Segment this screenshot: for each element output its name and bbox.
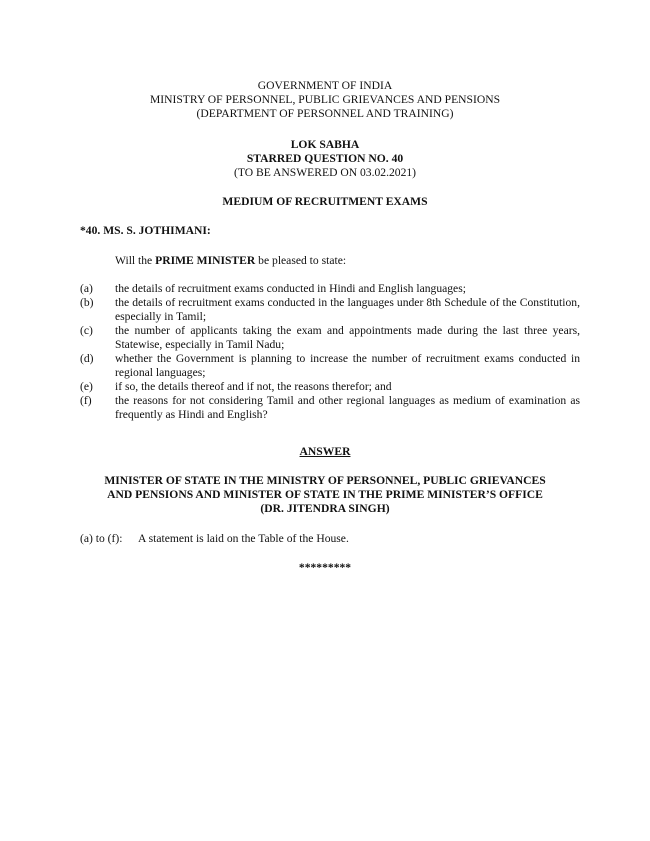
answer-date: (TO BE ANSWERED ON 03.02.2021): [233, 166, 417, 179]
question-text: if so, the details thereof and if not, the reasons therefor; and: [115, 380, 392, 393]
question-label: (a): [80, 282, 93, 295]
question-label: (b): [80, 296, 94, 309]
minister-line-1: MINISTER OF STATE IN THE MINISTRY OF PERSONNEL, PUBLIC GRIEVANCES: [104, 474, 546, 487]
end-marker: *********: [298, 561, 352, 574]
question-intro: [115, 254, 346, 268]
question-label: (e): [80, 380, 93, 393]
question-text: the details of recruitment exams conducted in the languages under 8th Schedule of the Constitution, especially in Tamil;: [115, 296, 580, 323]
asker-name: *40. MS. S. JOTHIMANI:: [80, 224, 211, 237]
minister-line-2: AND PENSIONS AND MINISTER OF STATE IN THE PRIME MINISTER’S OFFICE: [107, 488, 543, 501]
house-name: LOK SABHA: [290, 138, 360, 151]
intro-addressee: PRIME MINISTER: [155, 254, 256, 267]
intro-suffix: be pleased to state:: [255, 254, 347, 267]
intro-prefix: Will the: [115, 254, 156, 267]
question-label: (f): [80, 394, 92, 407]
subject-title: MEDIUM OF RECRUITMENT EXAMS: [222, 195, 428, 208]
header-ministry: MINISTRY OF PERSONNEL, PUBLIC GRIEVANCES AND PENSIONS: [149, 93, 501, 106]
minister-name: (DR. JITENDRA SINGH): [260, 502, 390, 515]
question-label: (c): [80, 324, 93, 337]
answer-heading: ANSWER: [299, 445, 351, 458]
question-label: (d): [80, 352, 94, 365]
header-government: GOVERNMENT OF INDIA: [257, 79, 393, 92]
question-number: STARRED QUESTION NO. 40: [246, 152, 404, 165]
question-text: the details of recruitment exams conducted in Hindi and English languages;: [115, 282, 466, 295]
question-text: the number of applicants taking the exam and appointments made during the last three years, Statewise, especially in Tamil Nadu;: [115, 324, 580, 351]
header-department: (DEPARTMENT OF PERSONNEL AND TRAINING): [196, 107, 454, 120]
question-text: whether the Government is planning to increase the number of recruitment exams conducted in regional languages;: [115, 352, 580, 379]
question-text: the reasons for not considering Tamil and other regional languages as medium of examination as frequently as Hindi and English?: [115, 394, 580, 421]
reply-label: (a) to (f):: [80, 532, 123, 545]
reply-text: A statement is laid on the Table of the House.: [138, 532, 349, 545]
